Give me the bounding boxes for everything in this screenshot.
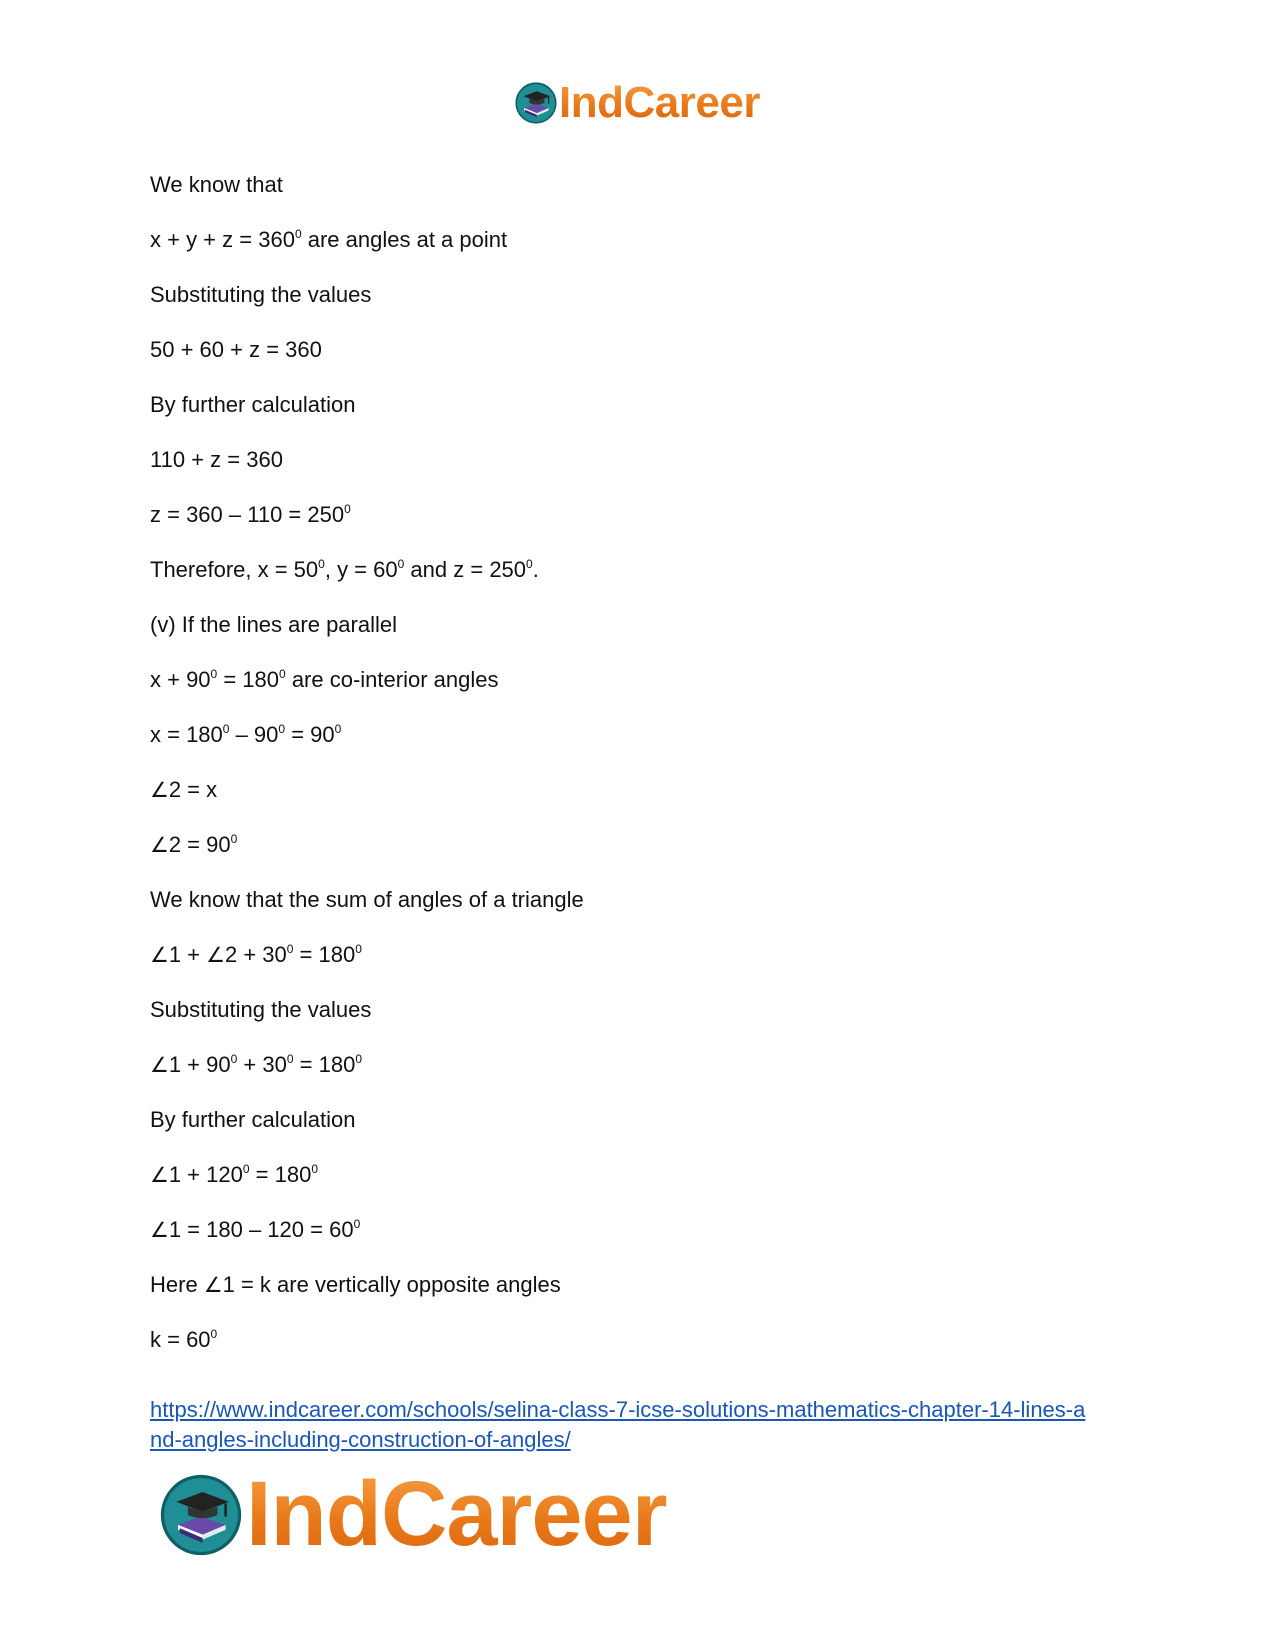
text-line [150,612,1150,638]
text-segment: (v) If the lines are parallel [150,612,397,637]
text-line [150,997,1150,1023]
degree-superscript: 0 [334,722,342,736]
text-segment: Here [150,1272,204,1297]
text-line [150,502,1150,528]
angle-symbol: ∠ [150,943,169,967]
degree-superscript: 0 [278,722,286,736]
angle-symbol: ∠ [203,1273,223,1297]
degree-superscript: 0 [222,722,230,736]
text-segment: . [532,557,539,582]
text-segment: = 180 [249,1162,312,1187]
degree-superscript: 0 [286,942,294,956]
angle-symbol: ∠ [150,778,169,802]
text-segment: 50 + 60 + z = 360 [150,337,322,362]
degree-superscript: 0 [318,557,325,571]
text-segment: We know that [150,172,283,197]
text-segment: 1 = k are vertically opposite angles [222,1272,561,1297]
degree-superscript: 0 [344,502,351,516]
degree-superscript: 0 [286,1052,294,1066]
header-logo [0,78,1275,128]
text-line [150,1162,1150,1188]
degree-superscript: 0 [230,1052,238,1066]
degree-superscript: 0 [526,557,533,571]
footer-logo [160,1462,667,1567]
solution-text [150,172,1150,1382]
graduation-book-icon [515,82,557,124]
text-segment: z = 360 – 110 = 250 [150,502,345,527]
angle-symbol: ∠ [206,943,225,967]
text-segment: = 180 [293,942,356,967]
degree-superscript: 0 [210,1327,218,1341]
degree-superscript: 0 [397,557,405,571]
text-segment: Substituting the values [150,282,372,307]
angle-symbol: ∠ [150,1053,169,1077]
text-segment: 1 + [168,942,207,967]
text-line [150,282,1150,308]
text-line [150,1217,1150,1243]
text-line [150,1052,1150,1078]
angle-symbol: ∠ [150,1163,169,1187]
text-segment: Therefore, x = 50 [150,557,319,582]
degree-superscript: 0 [279,667,286,681]
source-link[interactable] [150,1395,1130,1455]
source-link-line-2[interactable]: nd-angles-including-construction-of-angles/ [150,1427,571,1452]
angle-symbol: ∠ [150,1218,169,1242]
text-line [150,337,1150,363]
text-line [150,557,1150,583]
text-segment: – 90 [229,722,279,747]
text-line [150,667,1150,693]
text-segment: Substituting the values [150,997,372,1022]
text-segment: = 180 [217,667,280,692]
degree-superscript: 0 [242,1162,250,1176]
text-segment: 1 + 120 [168,1162,243,1187]
text-line [150,447,1150,473]
text-segment: k = 60 [150,1327,211,1352]
text-line [150,942,1150,968]
text-segment: 2 = 90 [168,832,231,857]
text-line [150,777,1150,803]
text-segment: and z = 250 [404,557,527,582]
text-segment: By further calculation [150,1107,356,1132]
source-link-line-1[interactable]: https://www.indcareer.com/schools/selina-class-7-icse-solutions-mathematics-chapter-14-lines-a [150,1397,1086,1422]
text-line [150,1327,1150,1353]
degree-superscript: 0 [210,667,218,681]
text-segment: 110 + z = 360 [150,447,283,472]
degree-superscript: 0 [355,1052,362,1066]
text-segment: x + y + z = 360 [150,227,295,252]
text-line [150,887,1150,913]
text-segment: + 30 [237,1052,287,1077]
text-segment: = 180 [293,1052,356,1077]
text-segment: = 90 [285,722,335,747]
text-line [150,832,1150,858]
degree-superscript: 0 [353,1217,361,1231]
text-segment: 1 + 90 [168,1052,231,1077]
text-segment: 1 = 180 – 120 = 60 [168,1217,354,1242]
text-segment: By further calculation [150,392,356,417]
graduation-book-icon [160,1474,242,1556]
text-segment: We know that the sum of angles of a triangle [150,887,584,912]
logo-wordmark: IndCareer [246,1463,667,1565]
degree-superscript: 0 [230,832,238,846]
angle-symbol: ∠ [150,833,169,857]
text-segment: x = 180 [150,722,223,747]
degree-superscript: 0 [355,942,362,956]
degree-superscript: 0 [294,227,302,241]
text-line [150,722,1150,748]
text-line [150,1107,1150,1133]
text-segment: 2 + 30 [224,942,287,967]
text-segment: are co-interior angles [285,667,499,692]
text-segment: 2 = x [168,777,218,802]
logo-wordmark: IndCareer [559,78,760,127]
text-line [150,227,1150,253]
text-line [150,172,1150,198]
degree-superscript: 0 [311,1162,318,1176]
text-segment: are angles at a point [301,227,508,252]
text-segment: x + 90 [150,667,211,692]
text-line [150,392,1150,418]
text-line [150,1272,1150,1298]
text-segment: , y = 60 [324,557,398,582]
